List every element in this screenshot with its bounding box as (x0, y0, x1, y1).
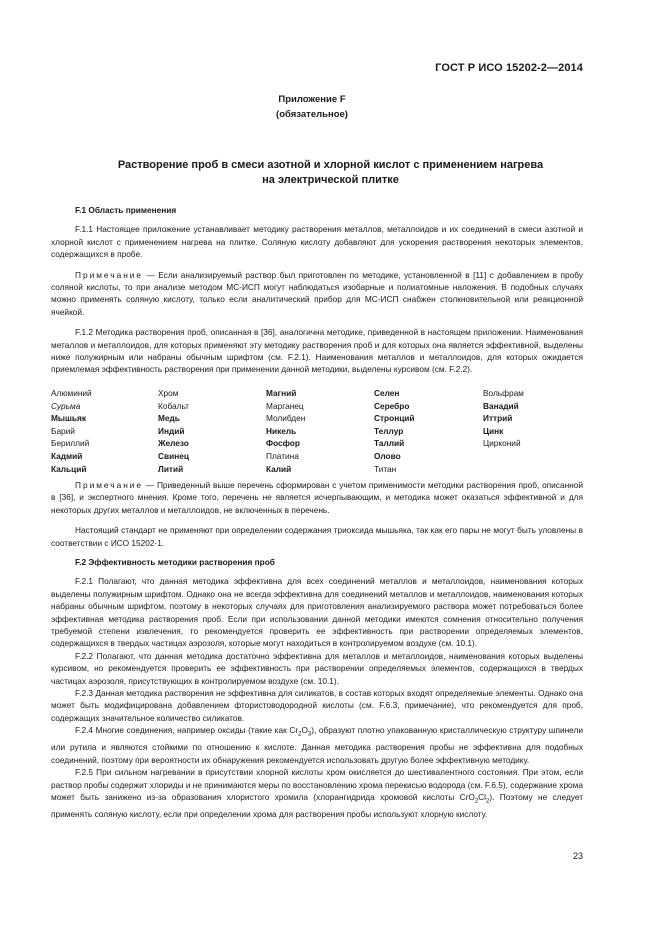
f24-part-c: ), образуют плотно упакованную кристаллическую структуру шпинели или рутила и являются стойкими по отношению к кислоте. Данная методика растворения пробы не эффективна для подобных соединений, поэтому при вероятности их обнаружения рекомендуется использовать другую более эффективную методику. (51, 725, 583, 765)
annex-title-line1: Растворение проб в смеси азотной и хлорной кислот с применением нагрева (117, 159, 544, 171)
f24-part-b: O (301, 725, 308, 736)
element-name: Бериллий (51, 438, 90, 449)
element-name: Мышьяк (51, 413, 87, 424)
element-name: Серебро (374, 400, 410, 411)
element-name: Теллур (374, 425, 404, 436)
page-number: 23 (572, 851, 583, 861)
element-name: Ванадий (483, 400, 519, 411)
element-name: Иттрий (483, 413, 513, 424)
paragraph-f23: F.2.3 Данная методика растворения не эффективна для силикатов, в состав которых входят определяемые элементы. Однако она может быть модифицирована добавлением фтористоводородной кислоты (см. F.6.3, примечание), что рекомендуется для проб, содержащих значительное количество силикатов. (51, 688, 583, 723)
element-name: Платина (266, 450, 299, 461)
element-column-3 (266, 387, 376, 475)
section-f1 (51, 204, 583, 376)
element-name: Титан (374, 463, 397, 474)
paragraph-f12: F.1.2 Методика растворения проб, описанная в [36], аналогична методике, приведенной в настоящем приложении. Наименования металлов и металлоидов, для которых применяют эту методику растворения проб и для которых она является эффективной, выделены ниже полужирным или набраны обычным шрифтом (см. F.2.1). Наименования металлов и металлоидов, для которых ожидается приемлемая эффективность растворения при применении данной методики, выделены курсивом (см. F.2.2). (51, 327, 583, 375)
element-name: Кадмий (51, 450, 83, 461)
section-heading-f1: F.1 Область применения (75, 205, 177, 215)
f24-sub-2: 3 (307, 731, 312, 738)
element-name: Никель (266, 425, 297, 436)
paragraph-f21: F.2.1 Полагают, что данная методика эффективна для всех соединений металлов и металлоидов, наименования которых выделены полужирным шрифтом. Однако она не всегда эффективна для соединений металлов и металлоидов, наименования которых набраны обычным шрифтом, поэтому в некоторых случаях для приготовления анализируемого раствора может потребоваться более эффективная методика растворения проб. Если при использовании данной методики имеются сомнения относительно получения требуемой степени извлечения, то рекомендуется проверить ее эффективность при растворении определяемых элементов, содержащихся в твердых частицах аэрозоля, которые могут находиться в контролируемом воздухе (см. 10.1). (51, 576, 583, 649)
element-name: Фосфор (266, 438, 300, 449)
annex-status: (обязательное) (276, 109, 348, 120)
element-name: Цирконий (483, 438, 521, 449)
element-name: Калий (266, 463, 292, 474)
element-name: Барий (51, 425, 75, 436)
note-1 (51, 269, 583, 319)
note-2-label: Примечание (75, 480, 144, 490)
section-heading-f2: F.2 Эффективность методики растворения проб (75, 557, 275, 567)
element-column-2 (158, 387, 268, 475)
element-name: Кальций (51, 463, 87, 474)
element-column-4 (374, 387, 484, 475)
f24-sub-1: 2 (298, 731, 302, 738)
paragraph-f22: F.2.2 Полагают, что данная методика достаточно эффективна для металлов и металлоидов, наименования которых выделены курсивом, но рекомендуется проверить ее эффективность при растворении определяемых элементов, содержащихся в твердых частицах аэрозоля, присутствующих в контролируемом воздухе (см. 10.1). (51, 650, 583, 686)
element-column-5 (483, 387, 593, 450)
element-column-1 (51, 387, 161, 475)
annex-label: Приложение F (278, 94, 346, 105)
section-f2 (51, 556, 583, 820)
element-name: Алюминий (51, 388, 92, 398)
annex-title (78, 158, 583, 188)
element-name: Медь (158, 413, 180, 424)
element-name: Цинк (483, 425, 504, 436)
standard-header: ГОСТ Р ИСО 15202-2—2014 (435, 62, 583, 74)
f25-part-c: ). Поэтому не следует применять соляную кислоту, если при определении хрома для растворения пробы используют хлорную кислоту. (51, 791, 583, 820)
f25-sub-1: 2 (474, 798, 479, 805)
element-name: Молибден (266, 413, 306, 424)
f24-part-a: F.2.4 Многие соединения, например оксиды (такие как Cr (75, 725, 299, 736)
element-name: Литий (158, 463, 184, 474)
element-name: Индий (158, 425, 185, 436)
paragraph-f25 (51, 766, 583, 820)
f25-part-a: F.2.5 При сильном нагревании в присутствии хлорной кислоты хром окисляется до шестивалентного состояния. При этом, если раствор пробы содержит хлориды и не принимаются меры по восстановлению хрома перекисью водорода (см. F.6.5), содержание хрома может быть занижено из-за образования хлористого хромила (хлорангидрида хромовой кислоты CrO (51, 767, 583, 802)
note-2-text: — Приведенный выше перечень сформирован с учетом применимости методики растворения проб, описанной в [36], и экспертного мнения. Кроме того, перечень не является исчерпывающим, и методика может оказаться эффективной и для некоторых других металлов и металлоидов, не включенных в перечень. (51, 480, 583, 515)
element-name: Кобальт (158, 400, 189, 411)
element-name: Марганец (266, 400, 304, 411)
paragraph-f24 (51, 724, 583, 766)
element-name: Стронций (374, 413, 415, 424)
element-name: Селен (374, 388, 400, 398)
f25-part-b: Cl (478, 791, 486, 802)
element-name: Свинец (158, 450, 189, 461)
f25-sub-2: 2 (486, 798, 490, 805)
note-1-label: Примечание (75, 269, 144, 280)
note-1-text: — Если анализируемый раствор был приготовлен по методике, установленной в [11] с добавлением в пробу соляной кислоты, то при анализе методом МС-ИСП могут наблюдаться изобарные и полиатомные наложения. В подобных случаях можно применять соляную кислоту, только если аналитический прибор для МС-ИСП снабжен столкновительной или реакционной ячейкой. (51, 269, 583, 317)
annex-title-line2: на электрической плитке (262, 174, 399, 186)
element-name: Таллий (374, 438, 405, 449)
element-name: Магний (266, 388, 297, 398)
element-name: Хром (158, 388, 179, 398)
element-name: Сурьма (51, 400, 81, 411)
element-name: Железо (158, 438, 189, 449)
element-name: Вольфрам (483, 388, 524, 398)
paragraph-f11: F.1.1 Настоящее приложение устанавливает методику растворения металлов, металлоидов и их соединений в смеси азотной и хлорной кислот с применением нагрева на плитке. Соляную кислоту добавляют для ускорения растворения некоторых элементов, содержащихся в пробе. (51, 224, 583, 260)
notes-block (51, 479, 583, 549)
paragraph-standard-scope: Настоящий стандарт не применяют при определении содержания триоксида мышьяка, так как его пары не могут быть уловлены в соответствии с ИСО 15202-1. (51, 525, 583, 548)
element-name: Олово (374, 450, 401, 461)
note-2 (51, 479, 583, 516)
